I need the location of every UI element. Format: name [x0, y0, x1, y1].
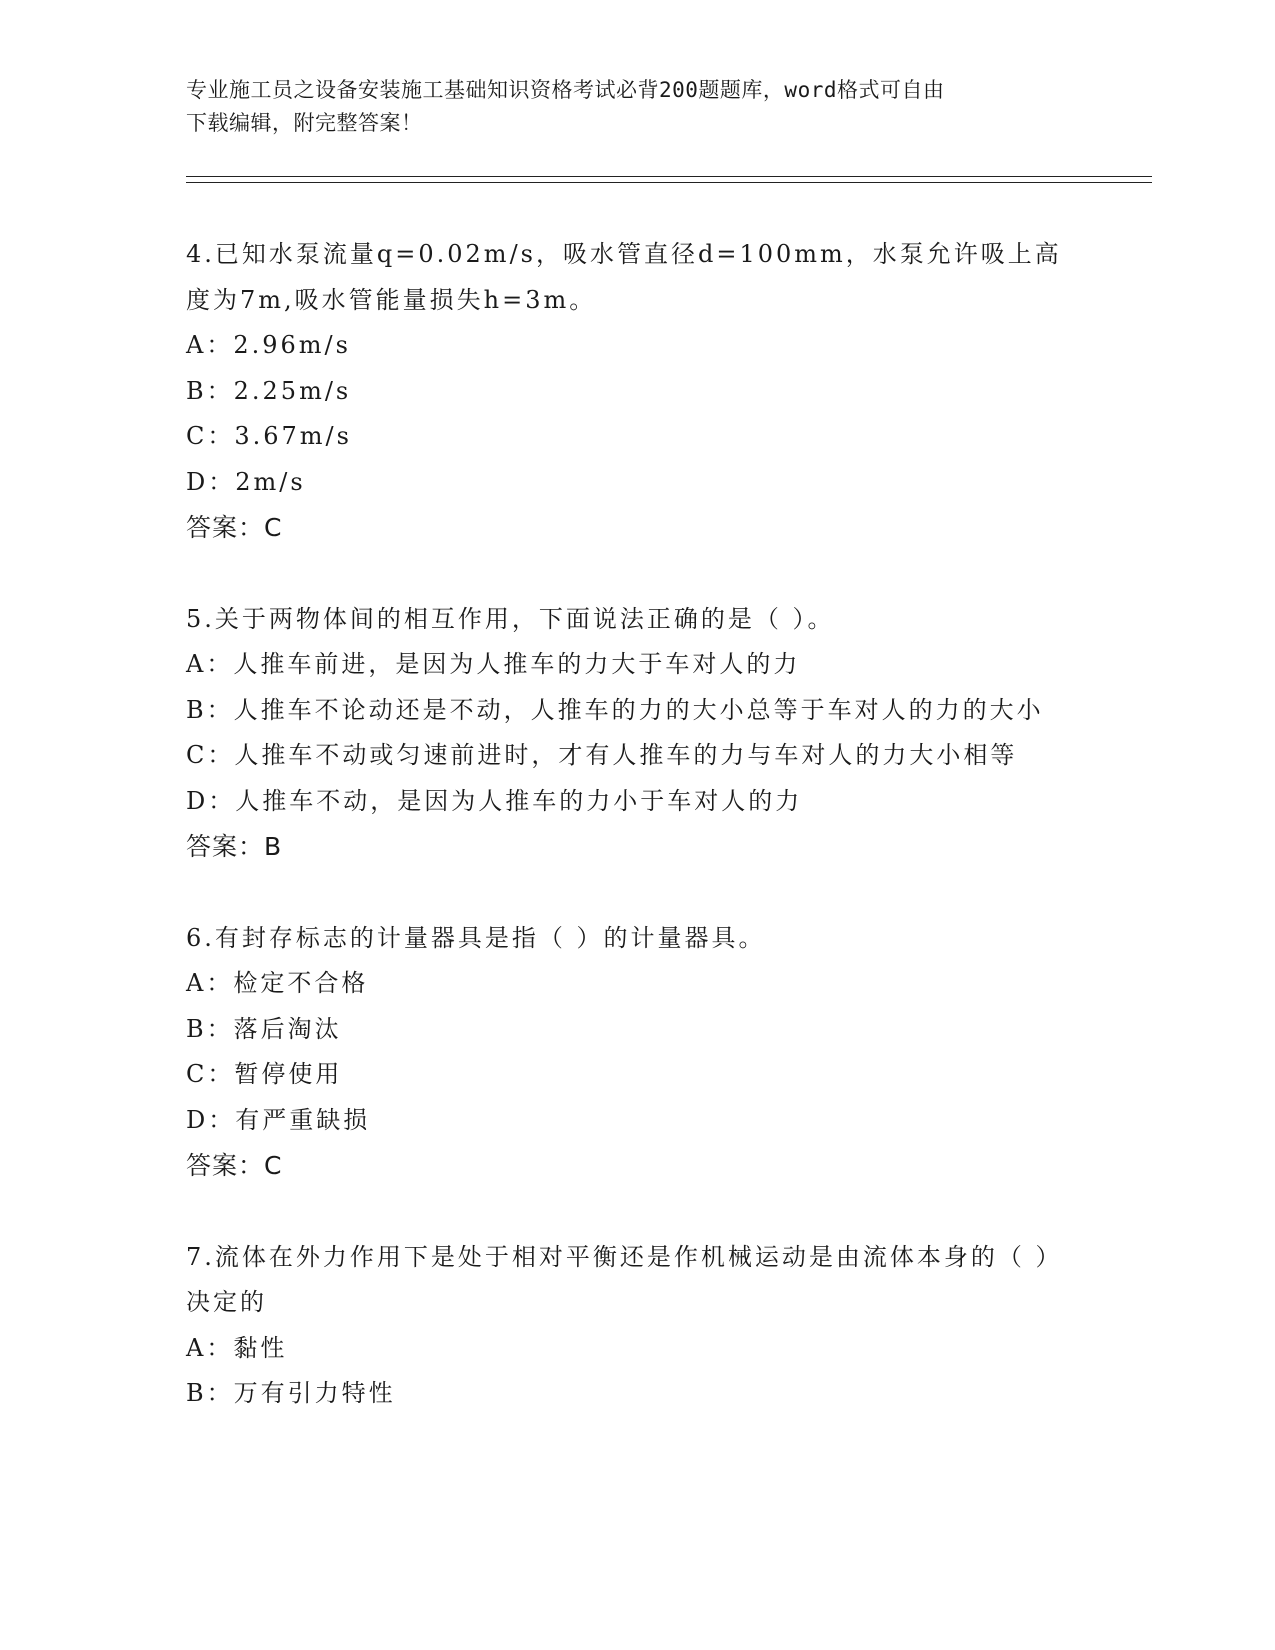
question-stem: 4.已知水泵流量q=0.02m/s，吸水管直径d=100mm，水泵允许吸上高度为7m,吸水管能量损失h=3m。	[186, 240, 1062, 314]
header-line-2: 下载编辑，附完整答案！	[186, 111, 423, 135]
option-d: D：2m/s	[186, 467, 306, 496]
option-b: B：2.25m/s	[186, 376, 352, 405]
option-a: A：检定不合格	[186, 969, 369, 997]
question-stem: 7.流体在外力作用下是处于相对平衡还是作机械运动是由流体本身的（ ）决定的	[186, 1242, 1063, 1316]
answer-line: 答案：C	[186, 1151, 283, 1180]
option-b: B：人推车不论动还是不动，人推车的力的大小总等于车对人的力的大小	[186, 695, 1044, 724]
question-stem: 6.有封存标志的计量器具是指（ ）的计量器具。	[186, 923, 766, 952]
header-divider-bottom	[186, 182, 1152, 183]
option-d: D：有严重缺损	[186, 1105, 371, 1134]
question-list	[186, 232, 1076, 1463]
option-c: C：人推车不动或匀速前进时，才有人推车的力与车对人的力大小相等	[186, 741, 1018, 769]
question-4	[186, 232, 1076, 551]
option-c: C：暂停使用	[186, 1060, 343, 1088]
question-stem: 5.关于两物体间的相互作用，下面说法正确的是（ ）。	[186, 604, 835, 633]
answer-line: 答案：B	[186, 832, 283, 861]
question-5	[186, 597, 1076, 870]
option-d: D：人推车不动，是因为人推车的力小于车对人的力	[186, 786, 803, 815]
option-b: B：落后淘汰	[186, 1014, 342, 1043]
option-a: A：黏性	[186, 1333, 288, 1362]
option-a: A：人推车前进，是因为人推车的力大于车对人的力	[186, 650, 801, 678]
answer-line: 答案：C	[186, 513, 283, 542]
option-c: C：3.67m/s	[186, 422, 352, 450]
header-line-1: 专业施工员之设备安装施工基础知识资格考试必背200题题库，word格式可自由	[186, 78, 945, 102]
question-6	[186, 916, 1076, 1189]
question-7	[186, 1235, 1076, 1417]
option-a: A：2.96m/s	[186, 331, 351, 359]
option-b: B：万有引力特性	[186, 1379, 396, 1407]
header-divider-top	[186, 176, 1152, 177]
document-header	[186, 74, 1066, 140]
